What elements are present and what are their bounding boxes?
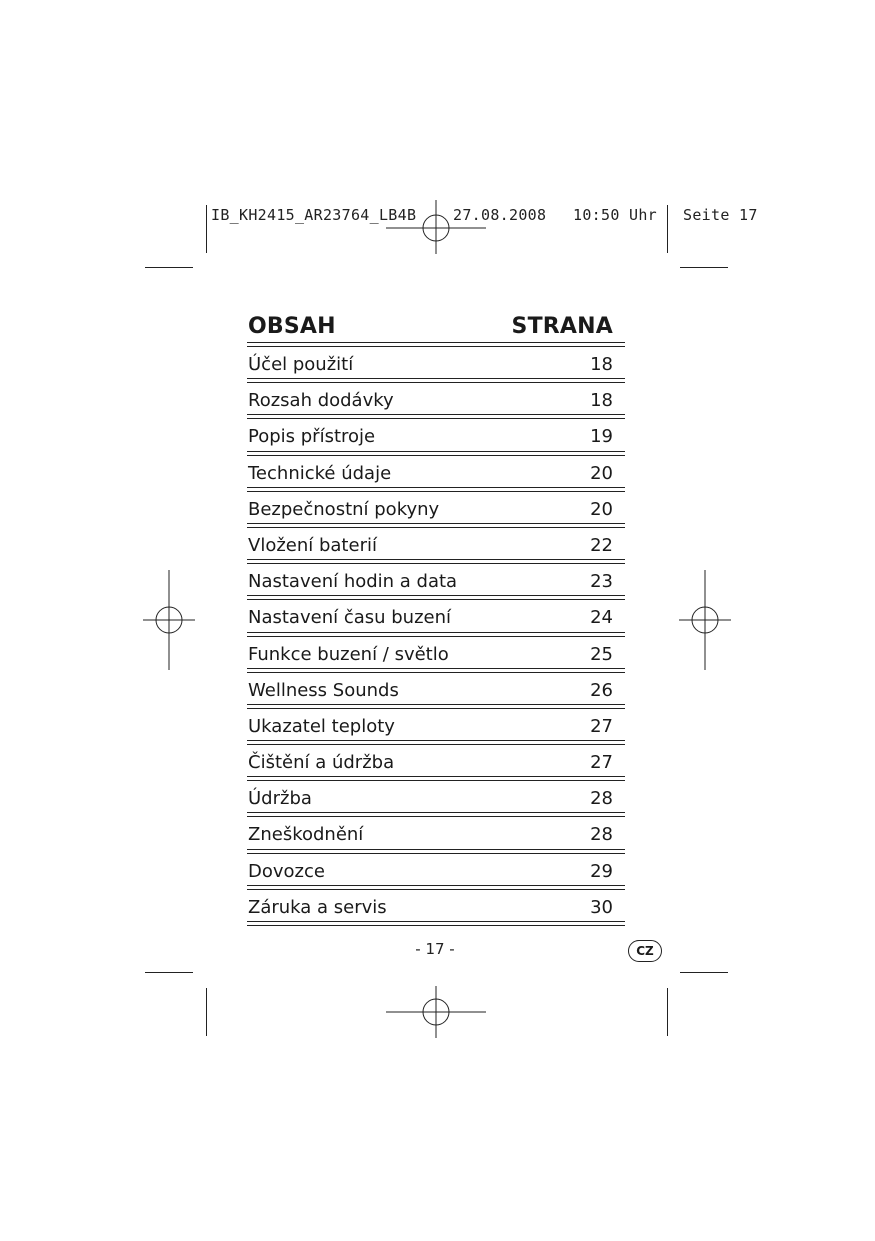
toc-heading-page: STRANA bbox=[511, 314, 613, 339]
toc-entry-page: 28 bbox=[590, 788, 613, 810]
toc-entry-title: Záruka a servis bbox=[248, 896, 387, 918]
table-of-contents bbox=[247, 306, 625, 926]
toc-entry bbox=[247, 564, 625, 595]
toc-entry bbox=[247, 492, 625, 523]
crop-mark bbox=[680, 972, 728, 973]
toc-entry-page: 27 bbox=[590, 715, 613, 737]
slug-date: 27.08.2008 bbox=[453, 206, 547, 224]
toc-entry-page: 25 bbox=[590, 643, 613, 665]
toc-entry bbox=[247, 456, 625, 487]
toc-entry-title: Nastavení času buzení bbox=[248, 607, 452, 629]
toc-entry-page: 20 bbox=[590, 462, 613, 484]
toc-entry-list bbox=[247, 347, 625, 926]
slug-page: Seite 17 bbox=[683, 206, 758, 224]
toc-entry-title: Bezpečnostní pokyny bbox=[248, 498, 440, 520]
language-badge: CZ bbox=[628, 940, 662, 962]
toc-entry-page: 30 bbox=[590, 896, 613, 918]
toc-entry bbox=[247, 817, 625, 848]
crop-mark bbox=[206, 988, 207, 1036]
toc-entry-title: Údržba bbox=[248, 788, 312, 810]
toc-entry-title: Rozsah dodávky bbox=[248, 390, 394, 412]
toc-entry-page: 29 bbox=[590, 860, 613, 882]
toc-entry bbox=[247, 600, 625, 631]
crop-mark bbox=[667, 988, 668, 1036]
toc-entry-title: Dovozce bbox=[248, 860, 325, 882]
toc-entry bbox=[247, 419, 625, 450]
registration-mark-icon bbox=[679, 570, 731, 670]
toc-entry-title: Účel použití bbox=[248, 354, 354, 375]
toc-entry bbox=[247, 383, 625, 414]
toc-entry bbox=[247, 637, 625, 668]
toc-entry-page: 19 bbox=[590, 426, 613, 448]
toc-entry bbox=[247, 745, 625, 776]
toc-entry bbox=[247, 890, 625, 921]
toc-entry-title: Vložení baterií bbox=[248, 534, 377, 556]
toc-entry-title: Wellness Sounds bbox=[248, 679, 399, 701]
toc-entry-title: Zneškodnění bbox=[248, 824, 364, 846]
toc-entry-page: 20 bbox=[590, 498, 613, 520]
toc-header bbox=[247, 306, 625, 342]
registration-mark-icon bbox=[386, 986, 486, 1038]
toc-entry-title: Ukazatel teploty bbox=[248, 715, 395, 737]
toc-entry-title: Nastavení hodin a data bbox=[248, 571, 458, 593]
toc-divider bbox=[247, 921, 625, 926]
crop-mark bbox=[145, 267, 193, 268]
crop-mark bbox=[206, 205, 207, 253]
crop-mark bbox=[145, 972, 193, 973]
toc-entry-page: 23 bbox=[590, 571, 613, 593]
registration-mark-icon bbox=[143, 570, 195, 670]
toc-entry-page: 18 bbox=[590, 354, 613, 375]
toc-entry-title: Popis přístroje bbox=[248, 426, 376, 448]
toc-entry bbox=[247, 781, 625, 812]
toc-entry-title: Čištění a údržba bbox=[248, 752, 395, 774]
toc-entry-page: 24 bbox=[590, 607, 613, 629]
toc-entry bbox=[247, 347, 625, 378]
print-slug bbox=[211, 206, 758, 296]
toc-entry bbox=[247, 854, 625, 885]
crop-mark bbox=[680, 267, 728, 268]
crop-mark bbox=[667, 205, 668, 253]
toc-entry bbox=[247, 673, 625, 704]
toc-entry bbox=[247, 528, 625, 559]
toc-entry-page: 22 bbox=[590, 534, 613, 556]
toc-heading-contents: OBSAH bbox=[248, 314, 336, 339]
registration-mark-icon bbox=[386, 200, 486, 254]
slug-filename: IB_KH2415_AR23764_LB4B bbox=[211, 206, 417, 224]
toc-entry-title: Technické údaje bbox=[248, 462, 392, 484]
toc-entry-page: 26 bbox=[590, 679, 613, 701]
toc-entry-page: 28 bbox=[590, 824, 613, 846]
toc-entry-page: 18 bbox=[590, 390, 613, 412]
toc-entry-title: Funkce buzení / světlo bbox=[248, 643, 449, 665]
slug-time: 10:50 Uhr bbox=[573, 206, 657, 224]
page-number: - 17 - bbox=[415, 940, 455, 958]
toc-entry bbox=[247, 709, 625, 740]
toc-entry-page: 27 bbox=[590, 752, 613, 774]
